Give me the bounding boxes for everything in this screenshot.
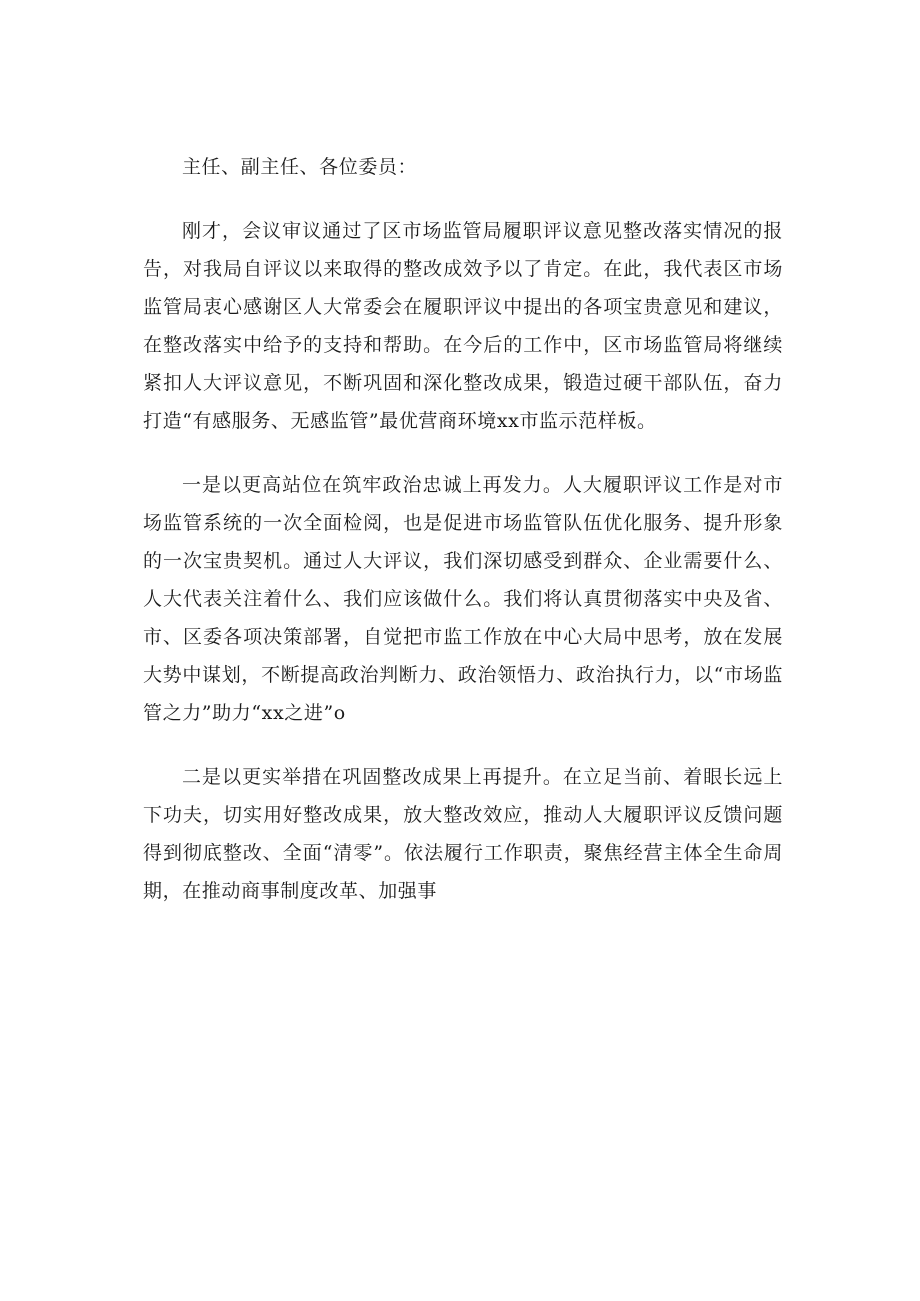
paragraph-point-one: 一是以更高站位在筑牢政治忠诚上再发力。人大履职评议工作是对市场监管系统的一次全面检阅，也是促进市场监管队伍优化服务、提升形象的一次宝贵契机。通过人大评议，我们深切感受到群众、企业需要什么、人大代表关注着什么、我们应该做什么。我们将认真贯彻落实中央及省、市、区委各项决策部署，自觉把市监工作放在中心大局中思考，放在发展大势中谋划，不断提高政治判断力、政治领悟力、政治执行力，以“市场监管之力”助力“xx之进”o xyxy=(143,474,783,724)
document-body xyxy=(143,148,783,910)
paragraph-opening: 刚才，会议审议通过了区市场监管局履职评议意见整改落实情况的报告，对我局自评议以来取得的整改成效予以了肯定。在此，我代表区市场监管局衷心感谢区人大常委会在履职评议中提出的各项宝贵意见和建议，在整改落实中给予的支持和帮助。在今后的工作中，区市场监管局将继续紧扣人大评议意见，不断巩固和深化整改成果，锻造过硬干部队伍，奋力打造“有感服务、无感监管”最优营商环境xx市监示范样板。 xyxy=(143,220,783,432)
salutation: 主任、副主任、各位委员： xyxy=(181,156,418,178)
paragraph-point-two: 二是以更实举措在巩固整改成果上再提升。在立足当前、着眼长远上下功夫，切实用好整改成果，放大整改效应，推动人大履职评议反馈问题得到彻底整改、全面“清零”。依法履行工作职责，聚焦经营主体全生命周期，在推动商事制度改革、加强事 xyxy=(143,766,783,902)
